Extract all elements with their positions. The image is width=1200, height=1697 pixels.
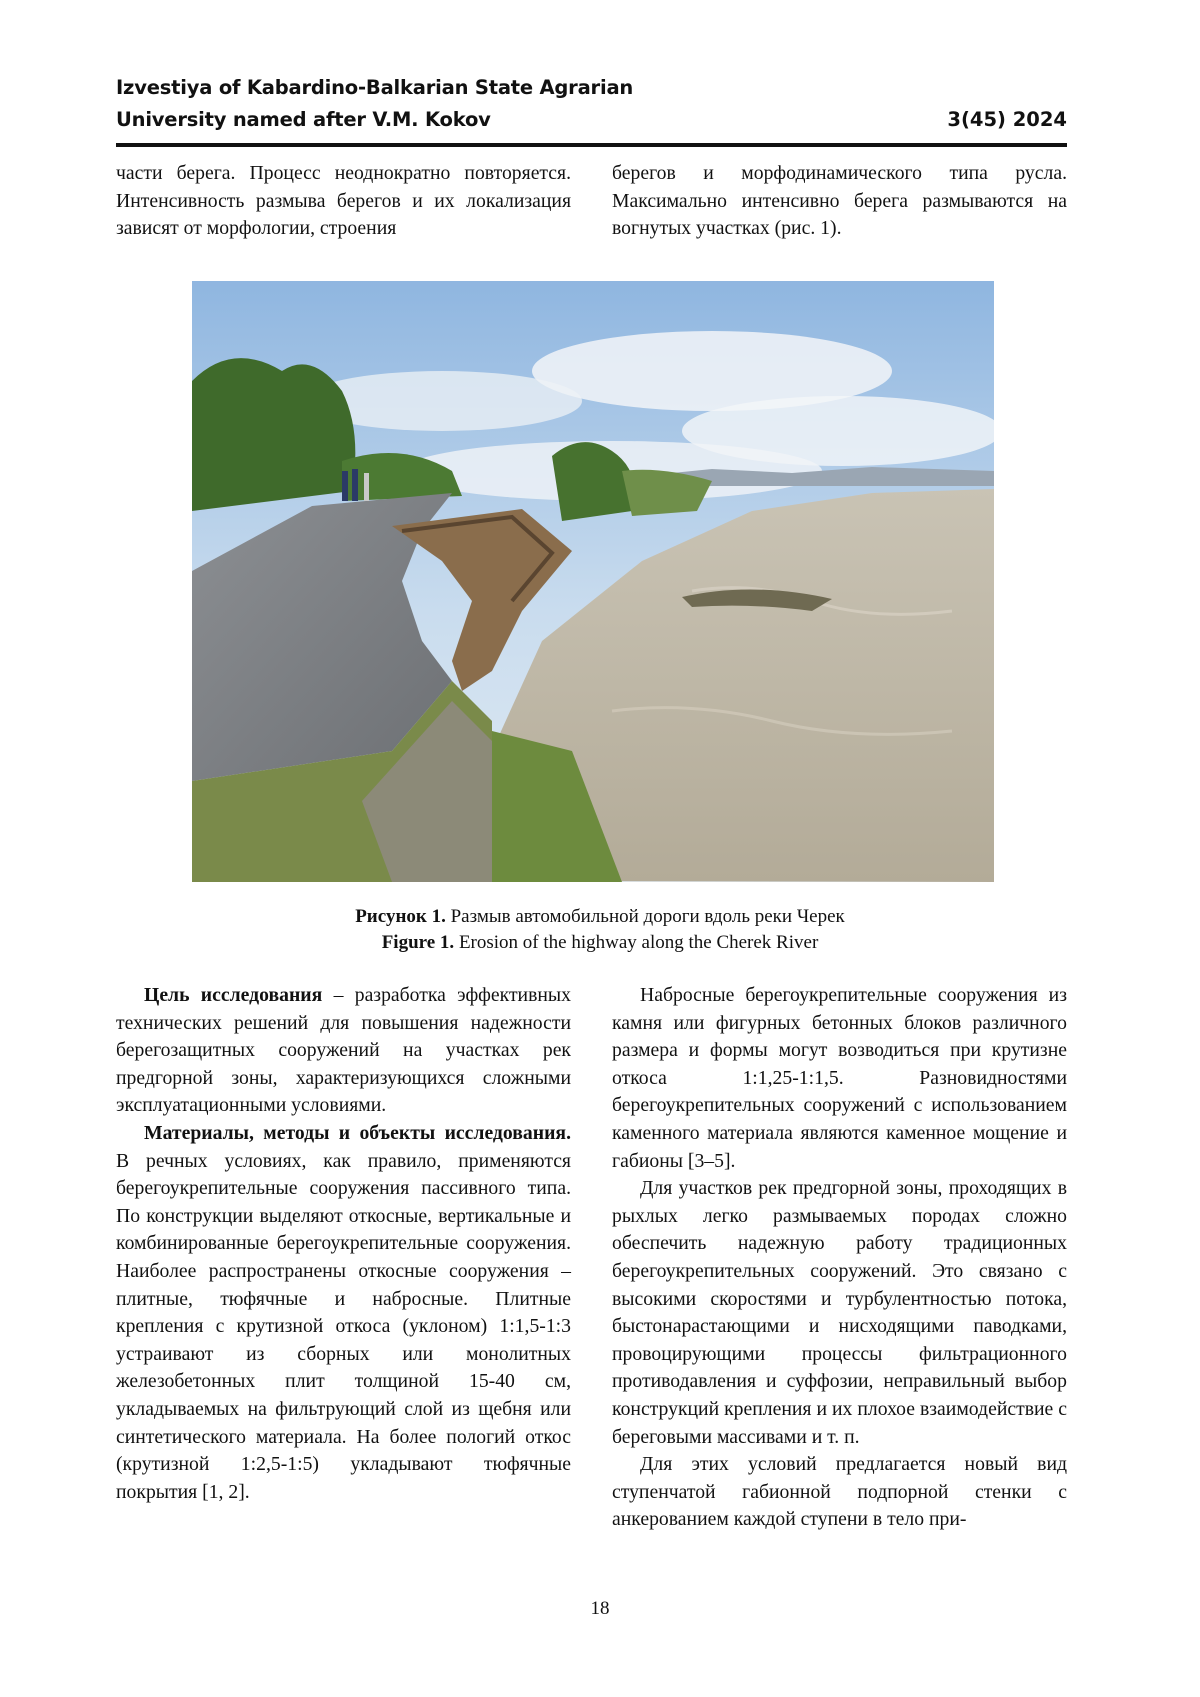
person [364, 473, 369, 501]
trees [192, 358, 355, 511]
header-rule [116, 143, 1067, 147]
top-text-right [612, 160, 1067, 243]
river-erosion-photo [192, 281, 994, 882]
issue-number: 3(45) 2024 [947, 104, 1067, 136]
paragraph: берегов и морфодинамического типа русла. Максимально интенсивно берега размываются на вогнутых участках (рис. 1). [612, 160, 1067, 243]
top-text-left [116, 160, 571, 243]
person [342, 471, 348, 501]
paragraph [116, 982, 571, 1120]
paragraph: Для этих условий предлагается новый вид ступенчатой габионной подпорной стенки с анкерованием каждой ступени в тело при- [612, 1451, 1067, 1534]
person [352, 469, 358, 501]
paragraph-text: В речных условиях, как правило, применяются берегоукрепительные сооружения пассивного типа. По конструкции выделяют откосные, вертикальные и комбинированные берегоукрепительные сооружения. Наиболее распространены откосные сооружения – плитные, тюфячные и набросные. Плитные крепления с крутизной откоса (уклоном) 1:1,5-1:3 устраивают из сборных или монолитных железобетонных плит толщиной 15-40 см, укладываемых на фильтрующий слой из щебня или синтетического материала. На более пологий откос (крутизной 1:2,5-1:5) укладывают тюфячные покрытия [1, 2]. [116, 1150, 571, 1503]
body-left-column [116, 982, 571, 1506]
figure-caption-ru-text: Размыв автомобильной дороги вдоль реки Черек [446, 906, 845, 927]
figure-caption-en-text: Erosion of the highway along the Cherek River [454, 932, 818, 953]
figure-photo [192, 281, 994, 882]
paragraph [116, 1120, 571, 1506]
paragraph: Для участков рек предгорной зоны, проходящих в рыхлых легко размываемых породах сложно обеспечить надежную работу традиционных берегоукрепительных сооружений. Это связано с высокими скоростями и турбулентностью потока, быстонарастающими и нисходящими паводками, провоцирующими процессы фильтрационного противодавления и суффозии, неправильный выбор конструкций крепления и их плохое взаимодействие с береговыми массивами и т. п. [612, 1175, 1067, 1451]
paragraph-text: – разработка эффективных технических решений для повышения надежности берегозащитных сооружений на участках рек предгорной зоны, характеризующихся сложными эксплуатационными условиями. [116, 984, 571, 1116]
paragraph: части берега. Процесс неоднократно повторяется. Интенсивность размыва берегов и их локализация зависят от морфологии, строения [116, 160, 571, 243]
bold-heading: Цель исследования [144, 984, 322, 1006]
bold-heading: Материалы, методы и объекты исследования. [144, 1122, 571, 1144]
journal-title-line1: Izvestiya of Kabardino-Balkarian State Agrarian [116, 72, 633, 104]
figure-caption-en [0, 930, 1200, 956]
body-right-column [612, 982, 1067, 1534]
paragraph: Набросные берегоукрепительные сооружения из камня или фигурных бетонных блоков различного размера и формы могут возводиться при крутизне откоса 1:1,25-1:1,5. Разновидностями берегоукрепительных сооружений с использованием каменного материала являются каменное мощение и габионы [3–5]. [612, 982, 1067, 1175]
journal-title-line2: University named after V.M. Kokov [116, 104, 633, 136]
page-number: 18 [0, 1598, 1200, 1620]
figure-label-ru: Рисунок 1. [355, 906, 446, 927]
figure-caption-ru [0, 904, 1200, 930]
journal-title [116, 72, 633, 136]
figure-label-en: Figure 1. [382, 932, 454, 953]
